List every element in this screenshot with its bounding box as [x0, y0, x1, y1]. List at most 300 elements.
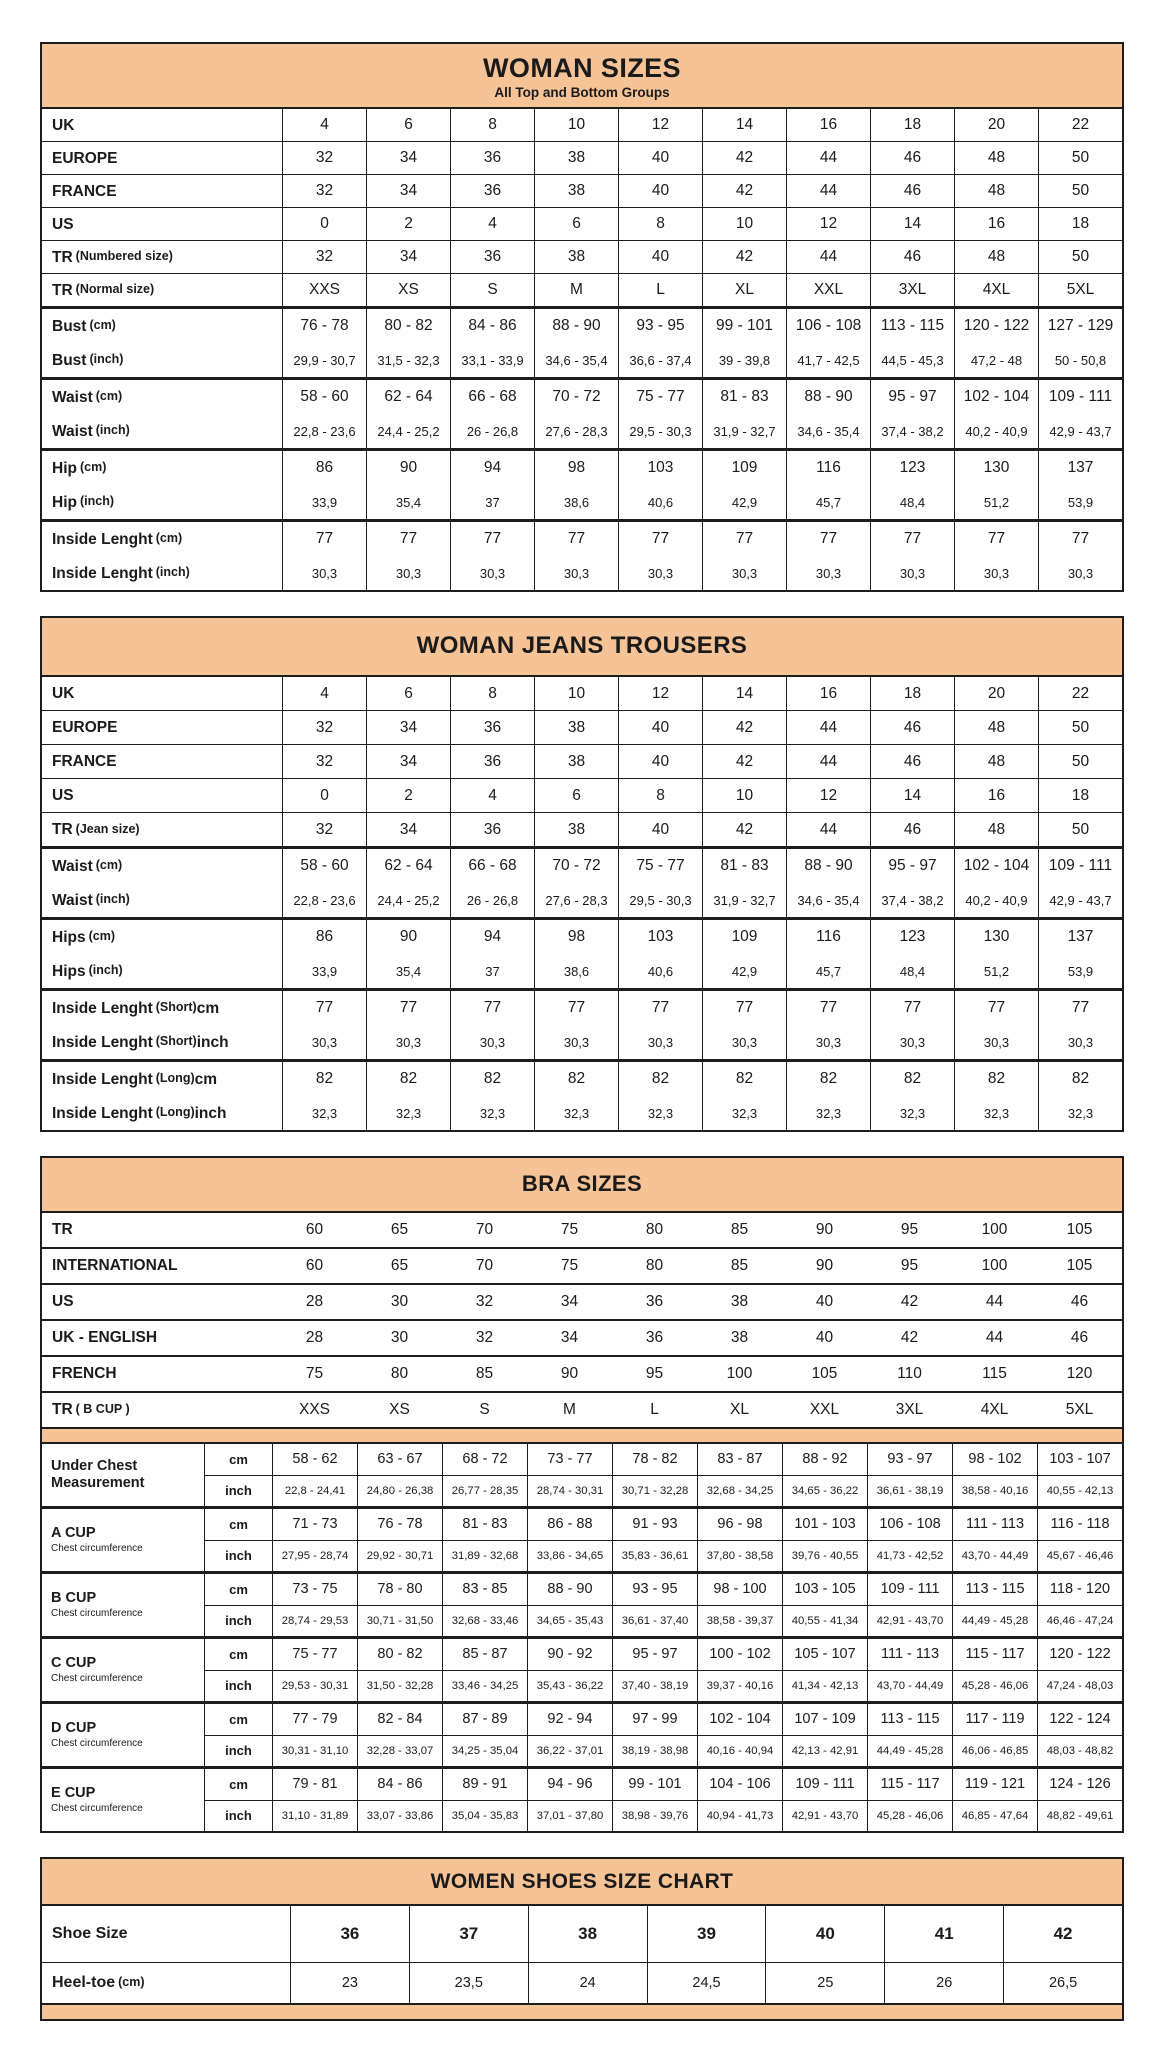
size-cell: 46 [870, 745, 954, 778]
size-cell: 18 [1038, 208, 1122, 240]
row-label: Inside Lenght (Short) cm [52, 999, 220, 1017]
size-cell: 42 [900, 1328, 919, 1346]
size-cell: L [618, 274, 702, 306]
unit-label: cm [204, 1639, 272, 1670]
row-label: Waist (inch) [52, 422, 130, 440]
size-cell: 34,6 - 35,4 [786, 414, 870, 448]
size-cell: 32,3 [450, 1096, 534, 1130]
size-cell: 36,61 - 37,40 [612, 1605, 697, 1636]
size-cell: 40 [618, 745, 702, 778]
size-cell: 30,3 [282, 1025, 366, 1059]
size-cell: 41,73 - 42,52 [867, 1540, 952, 1571]
size-cell: 30,3 [702, 556, 786, 590]
table-row [42, 141, 1122, 174]
size-cell: 58 - 62 [272, 1444, 357, 1475]
size-cell: 31,9 - 32,7 [702, 883, 786, 917]
size-cell: 40 [815, 1328, 834, 1346]
table-row [42, 710, 1122, 744]
size-cell: 80 - 82 [366, 309, 450, 343]
size-cell: 88 - 90 [786, 849, 870, 883]
size-cell: 34 [366, 241, 450, 273]
size-cell: S [450, 274, 534, 306]
cup-sublabel: Chest circumference [51, 1803, 143, 1815]
size-cell: 100 - 102 [697, 1639, 782, 1670]
size-cell: 77 [450, 991, 534, 1025]
cup-label [42, 1704, 204, 1766]
section-single [42, 109, 1122, 306]
cup-sublabel: Chest circumference [51, 1608, 143, 1620]
size-cell: 44 [786, 745, 870, 778]
size-cell: 105 - 107 [782, 1639, 867, 1670]
cup-name: A CUP [51, 1525, 96, 1542]
size-cell: 16 [954, 208, 1038, 240]
row-label-detail: (inch) [79, 494, 114, 509]
size-cell: 48 [954, 142, 1038, 174]
table-row [42, 451, 1122, 485]
size-cell: 40 [765, 1906, 884, 1962]
size-cell: 47,24 - 48,03 [1037, 1670, 1122, 1701]
row-label-detail: (Short) [155, 1034, 197, 1049]
size-cell: 35,04 - 35,83 [442, 1800, 527, 1831]
size-cell: 30 [390, 1328, 409, 1346]
size-cell: 111 - 113 [952, 1509, 1037, 1540]
size-cell: 88 - 92 [782, 1444, 867, 1475]
size-cell: 48 [954, 813, 1038, 846]
cup-name: E CUP [51, 1785, 96, 1802]
size-cell: 48 [954, 175, 1038, 207]
table-row [42, 954, 1122, 988]
size-cell: 12 [786, 779, 870, 812]
size-cell: 32,3 [534, 1096, 618, 1130]
size-cell: 77 [1038, 522, 1122, 556]
size-cell: 40,6 [618, 954, 702, 988]
size-cell: 5XL [1065, 1400, 1094, 1418]
size-cell: 36 [450, 711, 534, 744]
size-cell: 42 [1003, 1906, 1122, 1962]
row-label: Bust (inch) [52, 351, 124, 369]
table-row [42, 1247, 1122, 1283]
size-cell: XS [389, 1400, 410, 1418]
size-cell: 120 [1066, 1364, 1093, 1382]
size-cell: 30,3 [954, 1025, 1038, 1059]
size-cell: 41,34 - 42,13 [782, 1670, 867, 1701]
size-cell: 32,28 - 33,07 [357, 1735, 442, 1766]
size-cell: 37 [450, 954, 534, 988]
size-cell: 116 [786, 920, 870, 954]
size-cell: 42 [702, 711, 786, 744]
row-label: FRANCE [52, 182, 117, 200]
size-cell: 45,67 - 46,46 [1037, 1540, 1122, 1571]
size-cell: 81 - 83 [442, 1509, 527, 1540]
size-cell: 46 [870, 175, 954, 207]
size-cell: 38 [528, 1906, 647, 1962]
size-cell: 130 [954, 451, 1038, 485]
size-cell: 44,5 - 45,3 [870, 343, 954, 377]
size-cell: 70 - 72 [534, 380, 618, 414]
row-label: EUROPE [52, 719, 118, 737]
row-label-detail: (inch) [89, 352, 124, 367]
size-cell: 40,2 - 40,9 [954, 414, 1038, 448]
size-cell: 35,4 [366, 954, 450, 988]
size-cell: 23,5 [409, 1963, 528, 2003]
size-cell: 77 [786, 991, 870, 1025]
size-cell: 116 - 118 [1037, 1509, 1122, 1540]
size-cell: 66 - 68 [450, 380, 534, 414]
size-cell: 87 - 89 [442, 1704, 527, 1735]
size-cell: 44 [786, 241, 870, 273]
row-label-detail: (Normal size) [75, 282, 155, 297]
size-cell: 33,1 - 33,9 [450, 343, 534, 377]
size-cell: 77 - 79 [272, 1704, 357, 1735]
row-label: US [52, 1293, 74, 1311]
table-title: WOMAN SIZES [483, 53, 681, 83]
size-cell: 70 [475, 1256, 494, 1274]
row-label-detail: (cm) [95, 389, 123, 404]
size-cell: 32 [282, 241, 366, 273]
size-cell: 18 [870, 109, 954, 141]
unit-label: inch [204, 1475, 272, 1506]
size-cell: 85 [730, 1220, 749, 1238]
unit-label: inch [204, 1670, 272, 1701]
row-label: Bust (cm) [52, 317, 116, 335]
size-cell: 32,68 - 33,46 [442, 1605, 527, 1636]
size-cell: 77 [618, 522, 702, 556]
size-cell: 14 [870, 779, 954, 812]
size-cell: 43,70 - 44,49 [952, 1540, 1037, 1571]
size-cell: 51,2 [954, 954, 1038, 988]
size-cell: 46 [870, 813, 954, 846]
size-cell: 0 [282, 208, 366, 240]
row-label-detail: (Long) [155, 1105, 195, 1120]
size-cell: 88 - 90 [786, 380, 870, 414]
size-cell: 32,3 [1038, 1096, 1122, 1130]
size-cell: 14 [870, 208, 954, 240]
size-cell: 102 - 104 [697, 1704, 782, 1735]
size-cell: 45,28 - 46,06 [867, 1800, 952, 1831]
size-cell: 109 - 111 [1038, 380, 1122, 414]
row-label: Waist (inch) [52, 891, 130, 909]
size-cell: 30,3 [450, 1025, 534, 1059]
size-cell: 100 [981, 1256, 1008, 1274]
size-cell: 4XL [954, 274, 1038, 306]
size-cell: 32 [282, 142, 366, 174]
size-cell: 82 [618, 1062, 702, 1096]
size-cell: 34 [366, 142, 450, 174]
size-cell: 33,07 - 33,86 [357, 1800, 442, 1831]
size-cell: 98 - 100 [697, 1574, 782, 1605]
table-row [42, 273, 1122, 306]
table-row [42, 1962, 1122, 2003]
size-cell: 137 [1038, 920, 1122, 954]
size-cell: 40 [618, 241, 702, 273]
size-cell: 77 [366, 991, 450, 1025]
size-cell: 22,8 - 23,6 [282, 414, 366, 448]
size-cell: 34,65 - 36,22 [782, 1475, 867, 1506]
size-cell: 109 - 111 [782, 1769, 867, 1800]
table-t-woman-jeans [40, 616, 1124, 1132]
cup-group [42, 1769, 1122, 1831]
size-cell: 93 - 97 [867, 1444, 952, 1475]
table-row [42, 240, 1122, 273]
size-cell: 58 - 60 [282, 380, 366, 414]
size-cell: 4 [282, 677, 366, 710]
size-cell: 73 - 75 [272, 1574, 357, 1605]
size-cell: L [650, 1400, 659, 1418]
size-cell: 109 [702, 451, 786, 485]
size-cell: 34 [366, 175, 450, 207]
size-cell: 29,9 - 30,7 [282, 343, 366, 377]
row-label: Inside Lenght (Short) inch [52, 1033, 229, 1051]
size-cell: 50 [1038, 142, 1122, 174]
size-cell: 36 [450, 142, 534, 174]
size-cell: 42,9 - 43,7 [1038, 883, 1122, 917]
size-cell: 120 - 122 [1037, 1639, 1122, 1670]
size-cell: 75 - 77 [272, 1639, 357, 1670]
size-cell: 38,6 [534, 485, 618, 519]
size-cell: 97 - 99 [612, 1704, 697, 1735]
size-cell: 50 [1038, 711, 1122, 744]
size-cell: 4 [450, 779, 534, 812]
size-cell: 44,49 - 45,28 [867, 1735, 952, 1766]
size-cell: 34 [366, 711, 450, 744]
size-cell: 95 [900, 1256, 919, 1274]
cup-label [42, 1444, 204, 1506]
size-cell: 30,3 [954, 556, 1038, 590]
size-cell: 40 [618, 711, 702, 744]
section-pair [42, 988, 1122, 1059]
size-cell: 32,3 [702, 1096, 786, 1130]
size-cell: 27,6 - 28,3 [534, 414, 618, 448]
row-label-detail: (inch) [95, 892, 130, 907]
size-cell: 26,77 - 28,35 [442, 1475, 527, 1506]
table-row [42, 343, 1122, 377]
table-title: BRA SIZES [521, 1171, 643, 1197]
size-cell: 79 - 81 [272, 1769, 357, 1800]
size-cell: 20 [954, 109, 1038, 141]
size-cell: 34,25 - 35,04 [442, 1735, 527, 1766]
size-cell: 36 [290, 1906, 409, 1962]
size-cell: 42 [702, 745, 786, 778]
size-cell: 30,71 - 31,50 [357, 1605, 442, 1636]
size-cell: 98 - 102 [952, 1444, 1037, 1475]
row-label-detail: (Numbered size) [75, 249, 173, 264]
section-plain [42, 1213, 1122, 1427]
row-label: Hips (inch) [52, 962, 123, 980]
size-cell: 90 - 92 [527, 1639, 612, 1670]
section-single [42, 1906, 1122, 2003]
size-cell: 46 [870, 711, 954, 744]
size-cell: 77 [534, 991, 618, 1025]
size-cell: 32,3 [366, 1096, 450, 1130]
table-row [42, 1319, 1122, 1355]
size-cell: 111 - 113 [867, 1639, 952, 1670]
size-cell: 37 [409, 1906, 528, 1962]
cup-group-section [42, 1571, 1122, 1636]
table-row [42, 677, 1122, 710]
size-cell: 34 [366, 745, 450, 778]
size-cell: 37 [450, 485, 534, 519]
table-row [42, 1355, 1122, 1391]
size-cell: 22,8 - 23,6 [282, 883, 366, 917]
size-cell: 38 [534, 813, 618, 846]
size-cell: 99 - 101 [702, 309, 786, 343]
size-cell: 46,85 - 47,64 [952, 1800, 1037, 1831]
size-cell: 88 - 90 [527, 1574, 612, 1605]
size-cell: 44 [985, 1328, 1004, 1346]
size-cell: 105 [1066, 1220, 1093, 1238]
size-cell: 60 [305, 1256, 324, 1274]
size-cell: 30,3 [450, 556, 534, 590]
size-cell: 103 [618, 920, 702, 954]
size-cell: 113 - 115 [870, 309, 954, 343]
size-cell: 37,01 - 37,80 [527, 1800, 612, 1831]
size-cell: 77 [618, 991, 702, 1025]
cup-name: B CUP [51, 1590, 97, 1607]
size-cell: 30,3 [366, 556, 450, 590]
size-cell: 86 [282, 451, 366, 485]
size-cell: 77 [1038, 991, 1122, 1025]
table-row [42, 849, 1122, 883]
size-cell: 85 - 87 [442, 1639, 527, 1670]
table-row [42, 991, 1122, 1025]
size-cell: 34 [560, 1292, 579, 1310]
size-cell: 44 [786, 142, 870, 174]
row-label: EUROPE [52, 149, 118, 167]
size-cell: 85 [475, 1364, 494, 1382]
size-cell: 88 - 90 [534, 309, 618, 343]
unit-label: cm [204, 1574, 272, 1605]
size-cell: 70 [475, 1220, 494, 1238]
size-cell: 30,3 [870, 1025, 954, 1059]
table-row [42, 380, 1122, 414]
size-cell: 62 - 64 [366, 380, 450, 414]
section-pair [42, 306, 1122, 377]
table-row [42, 778, 1122, 812]
size-cell: 90 [815, 1220, 834, 1238]
size-cell: 109 [702, 920, 786, 954]
size-cell: 95 - 97 [612, 1639, 697, 1670]
size-cell: 23 [290, 1963, 409, 2003]
row-label: Inside Lenght (cm) [52, 530, 183, 548]
size-cell: 6 [366, 677, 450, 710]
size-cell: 30,3 [282, 556, 366, 590]
row-label: TR [52, 1221, 73, 1239]
row-label: Waist (cm) [52, 857, 123, 875]
row-label: FRENCH [52, 1365, 117, 1383]
size-cell: 91 - 93 [612, 1509, 697, 1540]
size-cell: XXS [282, 274, 366, 306]
size-cell: 31,50 - 32,28 [357, 1670, 442, 1701]
table-row [42, 109, 1122, 141]
size-cell: 32,68 - 34,25 [697, 1475, 782, 1506]
row-label: Inside Lenght (Long) inch [52, 1104, 227, 1122]
size-cell: 12 [786, 208, 870, 240]
row-label-detail: (inch) [88, 963, 123, 978]
size-cell: 36,61 - 38,19 [867, 1475, 952, 1506]
table-row [42, 1391, 1122, 1427]
size-cell: 35,83 - 36,61 [612, 1540, 697, 1571]
size-cell: 58 - 60 [282, 849, 366, 883]
size-cell: 8 [618, 208, 702, 240]
size-cell: 41,7 - 42,5 [786, 343, 870, 377]
size-cell: 44 [985, 1292, 1004, 1310]
size-cell: 38,6 [534, 954, 618, 988]
size-cell: 26 [884, 1963, 1003, 2003]
size-cell: 90 [366, 451, 450, 485]
table-header [42, 1859, 1122, 1907]
size-cell: M [563, 1400, 576, 1418]
row-label: TR ( B CUP ) [52, 1401, 130, 1419]
cup-label [42, 1509, 204, 1571]
size-cell: 77 [702, 991, 786, 1025]
size-cell: 42,13 - 42,91 [782, 1735, 867, 1766]
size-cell: 122 - 124 [1037, 1704, 1122, 1735]
size-cell: 44,49 - 45,28 [952, 1605, 1037, 1636]
size-cell: 115 - 117 [952, 1639, 1037, 1670]
size-cell: 33,9 [282, 485, 366, 519]
size-cell: 65 [390, 1256, 409, 1274]
size-cell: 38 [534, 142, 618, 174]
size-cell: 85 [730, 1256, 749, 1274]
row-label: US [52, 787, 74, 805]
size-cell: 65 [390, 1220, 409, 1238]
size-cell: XL [730, 1400, 749, 1418]
size-cell: 30 [390, 1292, 409, 1310]
size-cell: S [479, 1400, 490, 1418]
row-label: UK [52, 116, 75, 134]
size-cell: 77 [870, 522, 954, 556]
size-cell: 30,3 [702, 1025, 786, 1059]
size-cell: 116 [786, 451, 870, 485]
size-cell: 35,4 [366, 485, 450, 519]
size-cell: 82 [450, 1062, 534, 1096]
size-cell: 36 [450, 813, 534, 846]
cup-label [42, 1639, 204, 1701]
size-cell: 82 [702, 1062, 786, 1096]
row-label-detail: ( B CUP ) [75, 1401, 130, 1416]
size-cell: 4XL [980, 1400, 1009, 1418]
size-cell: 100 [981, 1220, 1008, 1238]
section-pair [42, 448, 1122, 519]
size-cell: 77 [282, 991, 366, 1025]
row-label-detail: (cm) [88, 929, 115, 944]
size-cell: 40,6 [618, 485, 702, 519]
table-row [42, 1025, 1122, 1059]
size-cell: 98 [534, 920, 618, 954]
size-cell: 16 [786, 677, 870, 710]
size-cell: XXS [298, 1400, 330, 1418]
size-cell: 42 [702, 175, 786, 207]
size-cell: 40 [618, 175, 702, 207]
size-cell: 34,6 - 35,4 [534, 343, 618, 377]
row-label: Inside Lenght (inch) [52, 564, 190, 582]
size-cell: 46,46 - 47,24 [1037, 1605, 1122, 1636]
size-cell: 36,22 - 37,01 [527, 1735, 612, 1766]
size-cell: 22,8 - 24,41 [272, 1475, 357, 1506]
size-cell: 96 - 98 [697, 1509, 782, 1540]
size-cell: 50 [1038, 241, 1122, 273]
size-cell: 75 [560, 1256, 579, 1274]
size-cell: 38 [534, 175, 618, 207]
row-label: TR (Normal size) [52, 281, 155, 299]
size-cell: 103 - 105 [782, 1574, 867, 1605]
size-cell: 6 [534, 208, 618, 240]
table-row [42, 883, 1122, 917]
cup-group [42, 1704, 1122, 1766]
table-header [42, 618, 1122, 677]
size-cell: 77 [282, 522, 366, 556]
section-pair [42, 917, 1122, 988]
